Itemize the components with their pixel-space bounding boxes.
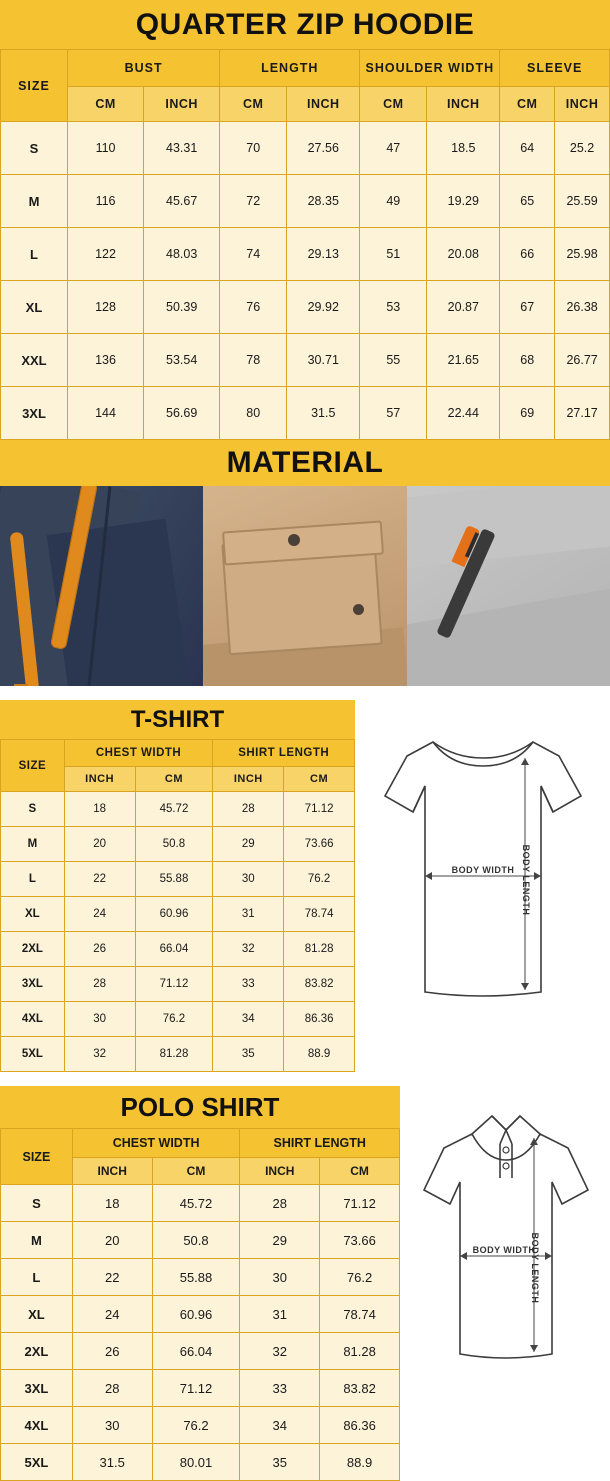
hoodie-cell: 31.5 [287,387,360,440]
tshirt-row-size: L [1,862,65,897]
tshirt-cell: 66.04 [135,932,213,967]
tshirt-size-table [0,739,355,1072]
hoodie-cell: 30.71 [287,334,360,387]
tshirt-cell: 71.12 [135,967,213,1002]
tshirt-unit-length-inch: INCH [213,767,284,792]
polo-cell: 55.88 [152,1259,240,1296]
table-row [1,334,610,387]
hoodie-cell: 26.38 [555,281,610,334]
polo-cell: 35 [240,1444,320,1481]
hoodie-unit-length-inch: INCH [287,87,360,122]
hoodie-cell: 64 [500,122,555,175]
table-row [1,967,355,1002]
polo-cell: 86.36 [320,1407,400,1444]
polo-cell: 31.5 [72,1444,152,1481]
hoodie-cell: 26.77 [555,334,610,387]
hoodie-cell: 78 [220,334,287,387]
polo-measurement-diagram [400,1086,610,1386]
polo-cell: 32 [240,1333,320,1370]
hoodie-section-title: QUARTER ZIP HOODIE [0,0,610,49]
hoodie-row-size: XL [1,281,68,334]
hoodie-cell: 116 [67,175,143,228]
tshirt-row-size: 3XL [1,967,65,1002]
polo-cell: 76.2 [152,1407,240,1444]
hoodie-cell: 43.31 [144,122,220,175]
polo-cell: 76.2 [320,1259,400,1296]
polo-row-size: 5XL [1,1444,73,1481]
hoodie-cell: 20.08 [427,228,500,281]
hoodie-cell: 27.56 [287,122,360,175]
polo-header-chest-width: CHEST WIDTH [72,1129,240,1158]
hoodie-cell: 56.69 [144,387,220,440]
table-row [1,1444,400,1481]
polo-body-length-label: BODY LENGTH [530,1232,540,1304]
tshirt-cell: 88.9 [284,1037,355,1072]
table-row [1,1333,400,1370]
table-row [1,175,610,228]
hoodie-cell: 29.13 [287,228,360,281]
hoodie-size-table [0,49,610,440]
hoodie-cell: 47 [360,122,427,175]
tshirt-row-size: 4XL [1,1002,65,1037]
polo-diagram-side [400,1086,610,1481]
hoodie-row-size: S [1,122,68,175]
tshirt-cell: 83.82 [284,967,355,1002]
hoodie-header-length: LENGTH [220,50,360,87]
hoodie-unit-sleeve-cm: CM [500,87,555,122]
tshirt-row-size: M [1,827,65,862]
tshirt-cell: 73.66 [284,827,355,862]
table-row [1,792,355,827]
polo-cell: 88.9 [320,1444,400,1481]
section-spacer [0,686,610,700]
table-row [1,1037,355,1072]
polo-cell: 29 [240,1222,320,1259]
hoodie-row-size: 3XL [1,387,68,440]
tshirt-cell: 28 [64,967,135,1002]
tshirt-table-side [0,700,355,1072]
hoodie-cell: 65 [500,175,555,228]
hoodie-cell: 22.44 [427,387,500,440]
tshirt-cell: 32 [64,1037,135,1072]
hoodie-unit-shoulder-cm: CM [360,87,427,122]
hoodie-row-size: M [1,175,68,228]
material-photo-row [0,486,610,686]
hoodie-cell: 66 [500,228,555,281]
hoodie-cell: 48.03 [144,228,220,281]
hoodie-cell: 57 [360,387,427,440]
tshirt-cell: 30 [64,1002,135,1037]
table-row [1,862,355,897]
polo-body-width-label: BODY WIDTH [472,1245,536,1255]
hoodie-unit-bust-cm: CM [67,87,143,122]
tshirt-row-size: S [1,792,65,827]
hoodie-row-size: XXL [1,334,68,387]
hoodie-cell: 51 [360,228,427,281]
tshirt-cell: 26 [64,932,135,967]
hoodie-cell: 76 [220,281,287,334]
hoodie-cell: 144 [67,387,143,440]
hoodie-cell: 27.17 [555,387,610,440]
hoodie-cell: 67 [500,281,555,334]
hoodie-cell: 18.5 [427,122,500,175]
polo-section-title: POLO SHIRT [0,1086,400,1128]
hoodie-cell: 53.54 [144,334,220,387]
polo-cell: 24 [72,1296,152,1333]
polo-cell: 22 [72,1259,152,1296]
tshirt-cell: 55.88 [135,862,213,897]
hoodie-cell: 28.35 [287,175,360,228]
tshirt-cell: 24 [64,897,135,932]
table-row [1,1259,400,1296]
tshirt-cell: 60.96 [135,897,213,932]
polo-header-size: SIZE [1,1129,73,1185]
tshirt-cell: 45.72 [135,792,213,827]
hoodie-unit-length-cm: CM [220,87,287,122]
tshirt-cell: 33 [213,967,284,1002]
hoodie-cell: 110 [67,122,143,175]
tshirt-cell: 31 [213,897,284,932]
polo-unit-length-cm: CM [320,1158,400,1185]
polo-cell: 83.82 [320,1370,400,1407]
tshirt-cell: 86.36 [284,1002,355,1037]
hoodie-cell: 70 [220,122,287,175]
hoodie-cell: 136 [67,334,143,387]
tshirt-row-size: XL [1,897,65,932]
polo-cell: 71.12 [320,1185,400,1222]
hoodie-cell: 21.65 [427,334,500,387]
hoodie-cell: 68 [500,334,555,387]
polo-cell: 78.74 [320,1296,400,1333]
polo-cell: 31 [240,1296,320,1333]
polo-cell: 71.12 [152,1370,240,1407]
hoodie-cell: 19.29 [427,175,500,228]
table-row [1,281,610,334]
tshirt-header-chest-width: CHEST WIDTH [64,740,213,767]
polo-cell: 26 [72,1333,152,1370]
polo-cell: 50.8 [152,1222,240,1259]
tan-sleeve-pocket-photo [203,486,406,686]
tshirt-cell: 30 [213,862,284,897]
tshirt-cell: 50.8 [135,827,213,862]
tshirt-cell: 29 [213,827,284,862]
polo-row-size: 3XL [1,1370,73,1407]
polo-header-shirt-length: SHIRT LENGTH [240,1129,400,1158]
polo-cell: 34 [240,1407,320,1444]
tshirt-cell: 18 [64,792,135,827]
tshirt-row-size: 5XL [1,1037,65,1072]
polo-row-size: XL [1,1296,73,1333]
hoodie-row-size: L [1,228,68,281]
tshirt-diagram-side [355,700,610,1072]
hoodie-cell: 49 [360,175,427,228]
polo-row-size: L [1,1259,73,1296]
tshirt-cell: 76.2 [284,862,355,897]
hoodie-cell: 25.2 [555,122,610,175]
polo-group-header-row [1,1129,400,1158]
table-row [1,1407,400,1444]
hoodie-header-bust: BUST [67,50,219,87]
tshirt-header-size: SIZE [1,740,65,792]
polo-cell: 66.04 [152,1333,240,1370]
hoodie-unit-sleeve-inch: INCH [555,87,610,122]
tshirt-unit-chest-inch: INCH [64,767,135,792]
polo-cell: 81.28 [320,1333,400,1370]
tshirt-unit-chest-cm: CM [135,767,213,792]
hoodie-cell: 55 [360,334,427,387]
tshirt-row-size: 2XL [1,932,65,967]
hoodie-header-size: SIZE [1,50,68,122]
tshirt-header-shirt-length: SHIRT LENGTH [213,740,355,767]
hoodie-cell: 69 [500,387,555,440]
polo-cell: 30 [72,1407,152,1444]
polo-cell: 20 [72,1222,152,1259]
table-row [1,122,610,175]
polo-cell: 60.96 [152,1296,240,1333]
navy-hoodie-drawstring-photo [0,486,203,686]
polo-unit-length-inch: INCH [240,1158,320,1185]
hoodie-unit-bust-inch: INCH [144,87,220,122]
hoodie-cell: 72 [220,175,287,228]
table-row [1,1370,400,1407]
tshirt-cell: 28 [213,792,284,827]
tshirt-cell: 32 [213,932,284,967]
polo-table-side [0,1086,400,1481]
polo-row-size: M [1,1222,73,1259]
polo-cell: 45.72 [152,1185,240,1222]
polo-unit-chest-cm: CM [152,1158,240,1185]
tshirt-cell: 76.2 [135,1002,213,1037]
tshirt-body-width-label: BODY WIDTH [451,865,515,875]
tshirt-cell: 35 [213,1037,284,1072]
hoodie-cell: 122 [67,228,143,281]
tshirt-cell: 71.12 [284,792,355,827]
polo-size-table [0,1128,400,1481]
hoodie-cell: 53 [360,281,427,334]
table-row [1,1002,355,1037]
tshirt-body-length-label: BODY LENGTH [521,844,531,916]
hoodie-header-sleeve: SLEEVE [500,50,610,87]
hoodie-cell: 20.87 [427,281,500,334]
hoodie-cell: 25.59 [555,175,610,228]
polo-row-size: 2XL [1,1333,73,1370]
tshirt-group-header-row [1,740,355,767]
hoodie-cell: 45.67 [144,175,220,228]
tshirt-unit-length-cm: CM [284,767,355,792]
hoodie-cell: 74 [220,228,287,281]
hoodie-unit-shoulder-inch: INCH [427,87,500,122]
polo-row-size: S [1,1185,73,1222]
hoodie-cell: 29.92 [287,281,360,334]
polo-cell: 30 [240,1259,320,1296]
hoodie-cell: 128 [67,281,143,334]
polo-section [0,1086,610,1481]
polo-cell: 73.66 [320,1222,400,1259]
polo-unit-chest-inch: INCH [72,1158,152,1185]
table-row [1,1296,400,1333]
hoodie-cell: 80 [220,387,287,440]
grey-fabric-pen-photo [407,486,610,686]
table-row [1,1222,400,1259]
hoodie-cell: 50.39 [144,281,220,334]
hoodie-cell: 25.98 [555,228,610,281]
tshirt-section-title: T-SHIRT [0,700,355,739]
polo-cell: 33 [240,1370,320,1407]
tshirt-cell: 34 [213,1002,284,1037]
tshirt-cell: 20 [64,827,135,862]
polo-cell: 80.01 [152,1444,240,1481]
material-section-title: MATERIAL [0,440,610,486]
hoodie-group-header-row [1,50,610,87]
tshirt-cell: 81.28 [284,932,355,967]
polo-cell: 18 [72,1185,152,1222]
table-row [1,827,355,862]
polo-cell: 28 [72,1370,152,1407]
tshirt-cell: 78.74 [284,897,355,932]
table-row [1,897,355,932]
tshirt-cell: 81.28 [135,1037,213,1072]
tshirt-section [0,700,610,1072]
table-row [1,932,355,967]
polo-row-size: 4XL [1,1407,73,1444]
hoodie-header-shoulder-width: SHOULDER WIDTH [360,50,500,87]
section-spacer [0,1072,610,1086]
table-row [1,1185,400,1222]
hoodie-unit-header-row [1,87,610,122]
polo-cell: 28 [240,1185,320,1222]
table-row [1,228,610,281]
tshirt-cell: 22 [64,862,135,897]
tshirt-measurement-diagram [355,700,610,1030]
table-row [1,387,610,440]
